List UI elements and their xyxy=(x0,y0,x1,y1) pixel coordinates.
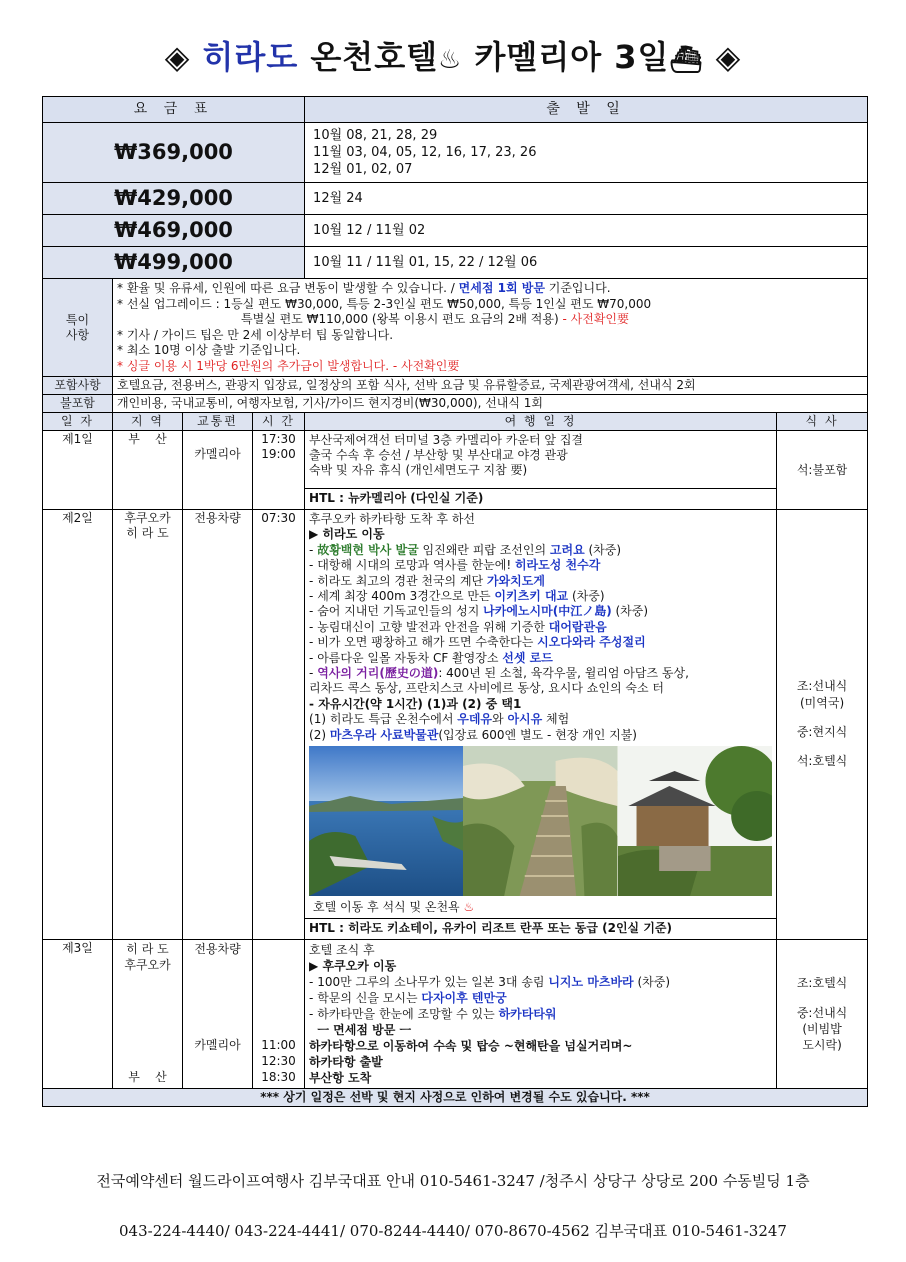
silver-grass-path-photo xyxy=(463,746,617,896)
price-column-header: 요 금 표 xyxy=(43,97,305,123)
title-camellia: 카멜리아 3일 xyxy=(474,38,670,76)
day1-transport: 카멜리아 xyxy=(183,431,253,510)
price-499000: ₩499,000 xyxy=(43,247,305,279)
day3-region: 히 라 도 후쿠오카 부 산 xyxy=(113,939,183,1088)
day1-times: 17:30 19:00 xyxy=(253,431,305,510)
departure-dates: 10월 08, 21, 28, 29 11월 03, 04, 05, 12, 16, 17, 23, 26 12월 01, 02, 07 xyxy=(305,123,868,183)
hot-spring-icon: ♨ xyxy=(438,45,463,75)
price-429000: ₩429,000 xyxy=(43,183,305,215)
col-meal: 식 사 xyxy=(777,413,868,431)
day1-hotel: HTL : 뉴카멜리아 (다인실 기준) xyxy=(305,488,776,508)
day3-transport: 전용차량 카멜리아 xyxy=(183,939,253,1088)
date-column-header: 출 발 일 xyxy=(305,97,868,123)
day2-region: 후쿠오카 히 라 도 xyxy=(113,510,183,940)
day3-itinerary: 호텔 조식 후 ▶ 후쿠오카 이동 - 100만 그루의 소나무가 있는 일본 3대 송림 니지노 마츠바라 (차중) - 학문의 신을 모시는 다자이후 텐만궁 - 하카타만을 한눈에 조망할 수 있는 하카타타워 ㅡ 면세점 방문 ㅡ 하카타항으로 이동하여 수속 및 탑승 ~현해탄을 넘실거리며~ 하카타항 출발 부산항 도착 xyxy=(305,939,777,1088)
title-hirado: 히라도 xyxy=(202,38,299,76)
photo-strip xyxy=(309,746,772,896)
price-469000: ₩469,000 xyxy=(43,215,305,247)
day2-transport: 전용차량 xyxy=(183,510,253,940)
col-region: 지 역 xyxy=(113,413,183,431)
day1-label: 제1일 xyxy=(43,431,113,510)
day2-meal: 조:선내식 (미역국) 중:현지식 석:호텔식 xyxy=(777,510,868,940)
day1-region: 부 산 xyxy=(113,431,183,510)
departure-dates: 12월 24 xyxy=(305,183,868,215)
day1-meal: 석:불포함 xyxy=(777,431,868,510)
day3-label: 제3일 xyxy=(43,939,113,1088)
day2-itinerary: 후쿠오카 하카타항 도착 후 하선 ▶ 히라도 이동 - 故황백현 박사 발굴 임진왜란 피랍 조선인의 고려요 (차중) - 대항해 시대의 로망과 역사를 한눈에! 히라도성 천수각 - 히라도 최고의 경관 천국의 계단 가와치도게 - 세계 최장 400m 3경간으로 만든 이키츠키 대교 (차중) - 숨어 지내던 기독교인들의 성지 나카에노시마(中江ノ島) (차중) - 농림대신이 고향 발전과 안전을 위해 기증한 대어람관음 - 비가 오면 팽창하고 해가 뜨면 수축한다는 시오다와라 주성절리 - 아름다운 일몰 자동차 CF 촬영장소 선셋 로드 - 역사의 거리(歷史の道): 400년 된 소철, 육각우물, 윌리엄 아담즈 동상, 리차드 콕스 동상, 프란치스코 사비에르 동상, 요시다 쇼인의 숙소 터 - 자유시간(약 1시간) (1)과 (2) 중 택1 (1) 히라도 특급 온천수에서 우데유와 아시유 체험 (2) 마츠우라 사료박물관(입장료 600엔 별도 - 현장 개인 지불) 호텔 이동 후 석식 및 온천욕 ♨ HTL : 히라도 키쇼테이, 유카이 리조트 란푸 또는 동급 (2인실 기준) xyxy=(305,510,777,940)
departure-dates: 10월 11 / 11월 01, 15, 22 / 12월 06 xyxy=(305,247,868,279)
title-onsen-hotel: 온천호텔 xyxy=(310,38,439,76)
day1-itinerary: 부산국제여객선 터미널 3층 카멜리아 카운터 앞 집결 출국 수속 후 승선 / 부산항 및 부산대교 야경 관광 숙박 및 자유 휴식 (개인세면도구 지참 要) HTL : 뉴카멜리아 (다인실 기준) xyxy=(305,431,777,510)
special-notes: * 환율 및 유류세, 인원에 따른 요금 변동이 발생할 수 있습니다. / 면세점 1회 방문 기준입니다. * 선실 업그레이드 : 1등실 편도 ₩30,000, 특등 2-3인실 편도 ₩50,000, 특등 1인실 편도 ₩70,000 특별실 편도 ₩110,000 (왕복 이용시 편도 요금의 2배 적용) - 사전확인要 * 기사 / 가이드 팁은 만 2세 이상부터 팁 동일합니다. * 최소 10명 이상 출발 기준입니다. * 싱글 이용 시 1박당 6만원의 추가금이 발생합니다. - 사전확인要 xyxy=(113,279,868,377)
col-transport: 교통편 xyxy=(183,413,253,431)
diamond-icon: ◈ xyxy=(715,38,742,76)
included-text: 호텔요금, 전용버스, 관광지 입장료, 일정상의 포함 식사, 선박 요금 및 유류할증료, 국제관광여객세, 선내식 2회 xyxy=(113,377,868,395)
excluded-text: 개인비용, 국내교통비, 여행자보험, 기사/가이드 현지경비(₩30,000), 선내식 1회 xyxy=(113,395,868,413)
excluded-label: 불포함 xyxy=(43,395,113,413)
col-itinerary: 여 행 일 정 xyxy=(305,413,777,431)
notes-label: 특이 사항 xyxy=(43,279,113,377)
included-label: 포함사항 xyxy=(43,377,113,395)
departure-dates: 10월 12 / 11월 02 xyxy=(305,215,868,247)
page-title xyxy=(0,32,906,78)
diamond-icon: ◈ xyxy=(164,38,191,76)
day2-hotel: HTL : 히라도 키쇼테이, 유카이 리조트 란푸 또는 동급 (2인실 기준) xyxy=(305,918,776,938)
col-day: 일 자 xyxy=(43,413,113,431)
col-time: 시 간 xyxy=(253,413,305,431)
day2-label: 제2일 xyxy=(43,510,113,940)
day3-meal: 조:호텔식 중:선내식 (비빔밥 도시락) xyxy=(777,939,868,1088)
day2-time: 07:30 xyxy=(253,510,305,940)
contact-phones: 043-224-4440/ 043-224-4441/ 070-8244-4440/ 070-8670-4562 김부국대표 010-5461-3247 xyxy=(119,1222,787,1240)
schedule-disclaimer: *** 상기 일정은 선박 및 현지 사정으로 인하여 변경될 수도 있습니다. *** xyxy=(43,1088,868,1106)
tour-table-wrapper xyxy=(42,96,867,1107)
booking-center-info: 전국예약센터 월드라이프여행사 김부국대표 안내 010-5461-3247 /청주시 상당구 상당로 200 수동빌딩 1층 xyxy=(96,1172,810,1190)
hot-spring-icon: ♨ xyxy=(463,900,475,915)
ship-icon: ⛴ xyxy=(669,45,704,75)
tour-table xyxy=(42,96,868,1107)
day3-times: 11:00 12:30 18:30 xyxy=(253,939,305,1088)
coastal-view-photo xyxy=(309,746,463,896)
price-369000: ₩369,000 xyxy=(43,123,305,183)
temple-photo xyxy=(618,746,772,896)
